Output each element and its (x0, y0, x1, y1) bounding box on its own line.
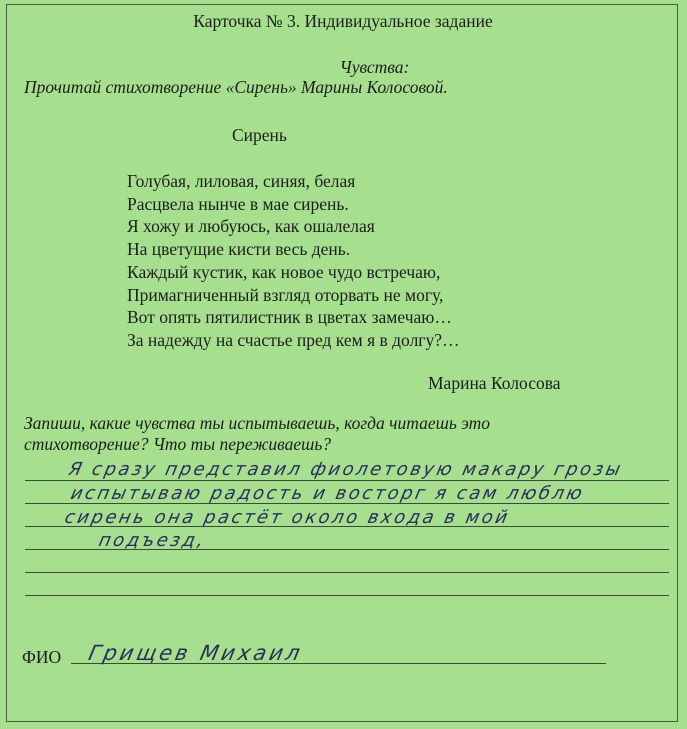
answer-rule (25, 480, 669, 481)
poem-line: Вот опять пятилистник в цветах замечаю… (127, 307, 452, 328)
poem-line: За надежду на счастье пред кем я в долгу?… (127, 329, 460, 350)
answer-rule (25, 595, 669, 596)
question-line: стихотворение? Что ты переживаешь? (24, 434, 332, 454)
card-title: Карточка № 3. Индивидуальное задание (193, 11, 493, 31)
question-text (24, 413, 490, 455)
answer-handwriting-line: испытываю радость и восторг я сам люблю (68, 483, 587, 504)
poem-line: Голубая, лиловая, синяя, белая (127, 171, 356, 191)
fio-handwriting: Грищев Михаил (86, 641, 306, 665)
assignment-card (6, 4, 678, 722)
poem-body (127, 170, 460, 352)
poem-line: Каждый кустик, как новое чудо встречаю, (127, 261, 441, 282)
fio-label: ФИО (22, 647, 62, 667)
instruction-text: Прочитай стихотворение «Сирень» Марины Колосовой. (24, 77, 448, 97)
poem-line: На цветущие кисти весь день. (127, 239, 351, 260)
question-line: Запиши, какие чувства ты испытываешь, когда читаешь это (24, 413, 491, 433)
answer-handwriting-line: сирень она растёт около входа в мой (62, 507, 512, 528)
answer-handwriting-line: подъезд, (96, 530, 208, 551)
poem-line: Я хожу и любуюсь, как ошалелая (127, 216, 375, 237)
poem-title: Сирень (232, 125, 287, 145)
section-heading: Чувства: (339, 57, 410, 77)
answer-rule (25, 572, 669, 573)
poem-line: Примагниченный взгляд оторвать не могу, (127, 284, 444, 305)
poem-line: Расцвела нынче в мае сирень. (127, 193, 349, 214)
answer-handwriting-line: Я сразу представил фиолетовую макару грозы (66, 459, 625, 480)
poem-author: Марина Колосова (428, 373, 561, 393)
